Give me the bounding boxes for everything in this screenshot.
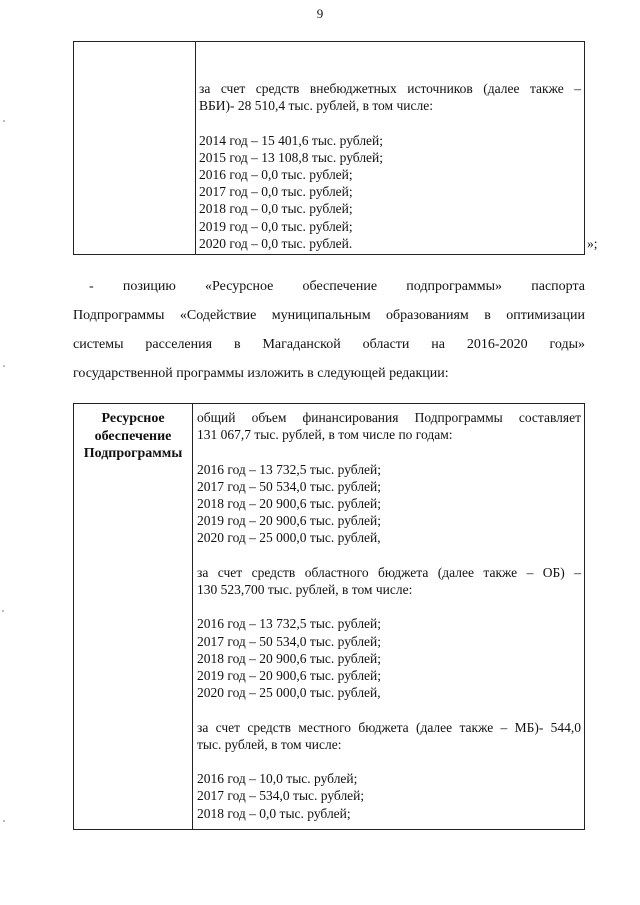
resource-provision-cell <box>197 409 581 822</box>
total-year-amount: 2018 год – 20 900,6 тыс. рублей; <box>197 496 382 511</box>
year-amount: 2017 год – 0,0 тыс. рублей; <box>199 184 353 200</box>
scan-speck <box>3 820 5 822</box>
heading-line: Ресурсное <box>101 411 165 426</box>
year-amount: 2018 год – 0,0 тыс. рублей; <box>199 201 353 217</box>
year-amount: 2019 год – 0,0 тыс. рублей; <box>199 218 353 234</box>
scan-speck <box>3 365 5 367</box>
regional-year-amount: 2017 год – 50 534,0 тыс. рублей; <box>197 633 382 649</box>
regional-year-amount: 2020 год – 25 000,0 тыс. рублей, <box>197 685 381 701</box>
resource-provision-table <box>73 403 585 830</box>
heading-line: Подпрограммы <box>83 446 183 461</box>
closing-quote-mark: »; <box>587 236 598 251</box>
local-budget-line1: за счет средств местного бюджета (далее также – МБ)- 544,0 <box>197 719 581 735</box>
local-year-amount: 2018 год – 0,0 тыс. рублей; <box>197 805 351 821</box>
funding-table-continuation <box>73 41 585 255</box>
paragraph-line: государственной программы изложить в следующей редакции: <box>73 366 449 381</box>
regional-budget-line2: 130 523,700 тыс. рублей, в том числе: <box>197 582 413 597</box>
heading-line: обеспечение <box>94 428 172 444</box>
year-amount: 2016 год – 0,0 тыс. рублей; <box>199 167 353 182</box>
total-line2: 131 067,7 тыс. рублей, в том числе по годам: <box>197 427 453 443</box>
regional-year-amount: 2019 год – 20 900,6 тыс. рублей; <box>197 668 382 683</box>
paragraph-line: системы расселения в Магаданской области на 2016-2020 годы» <box>73 337 585 352</box>
paragraph-line: Подпрограммы «Содействие муниципальным образованиям в оптимизации <box>73 308 585 323</box>
total-year-amount: 2017 год – 50 534,0 тыс. рублей; <box>197 478 382 494</box>
resource-provision-heading <box>74 410 192 463</box>
scan-speck <box>3 120 5 122</box>
total-year-amount: 2019 год – 20 900,6 тыс. рублей; <box>197 513 382 529</box>
year-amount: 2014 год – 15 401,6 тыс. рублей; <box>199 132 384 148</box>
extrabudgetary-funding-cell <box>199 80 581 252</box>
extrabudgetary-intro-line1: за счет средств внебюджетных источников (далее также – <box>199 81 581 96</box>
total-year-amount: 2016 год – 13 732,5 тыс. рублей; <box>197 461 382 477</box>
page-number: 9 <box>316 6 324 21</box>
column-divider <box>195 42 196 254</box>
total-year-amount: 2020 год – 25 000,0 тыс. рублей, <box>197 530 381 546</box>
instruction-paragraph <box>73 272 585 388</box>
scan-speck <box>2 610 4 612</box>
local-year-amount: 2016 год – 10,0 тыс. рублей; <box>197 771 358 787</box>
regional-year-amount: 2016 год – 13 732,5 тыс. рублей; <box>197 616 382 632</box>
paragraph-line: - позицию «Ресурсное обеспечение подпрограммы» паспорта <box>89 279 585 294</box>
year-amount: 2015 год – 13 108,8 тыс. рублей; <box>199 149 384 165</box>
regional-budget-line1: за счет средств областного бюджета (далее также – ОБ) – <box>197 564 581 580</box>
extrabudgetary-intro-line2: ВБИ)- 28 510,4 тыс. рублей, в том числе: <box>199 98 433 114</box>
local-year-amount: 2017 год – 534,0 тыс. рублей; <box>197 788 365 804</box>
regional-year-amount: 2018 год – 20 900,6 тыс. рублей; <box>197 650 382 666</box>
column-divider <box>192 404 193 829</box>
year-amount: 2020 год – 0,0 тыс. рублей. <box>199 235 353 251</box>
local-budget-line2: тыс. рублей, в том числе: <box>197 736 342 752</box>
total-line1: общий объем финансирования Подпрограммы составляет <box>197 410 581 425</box>
